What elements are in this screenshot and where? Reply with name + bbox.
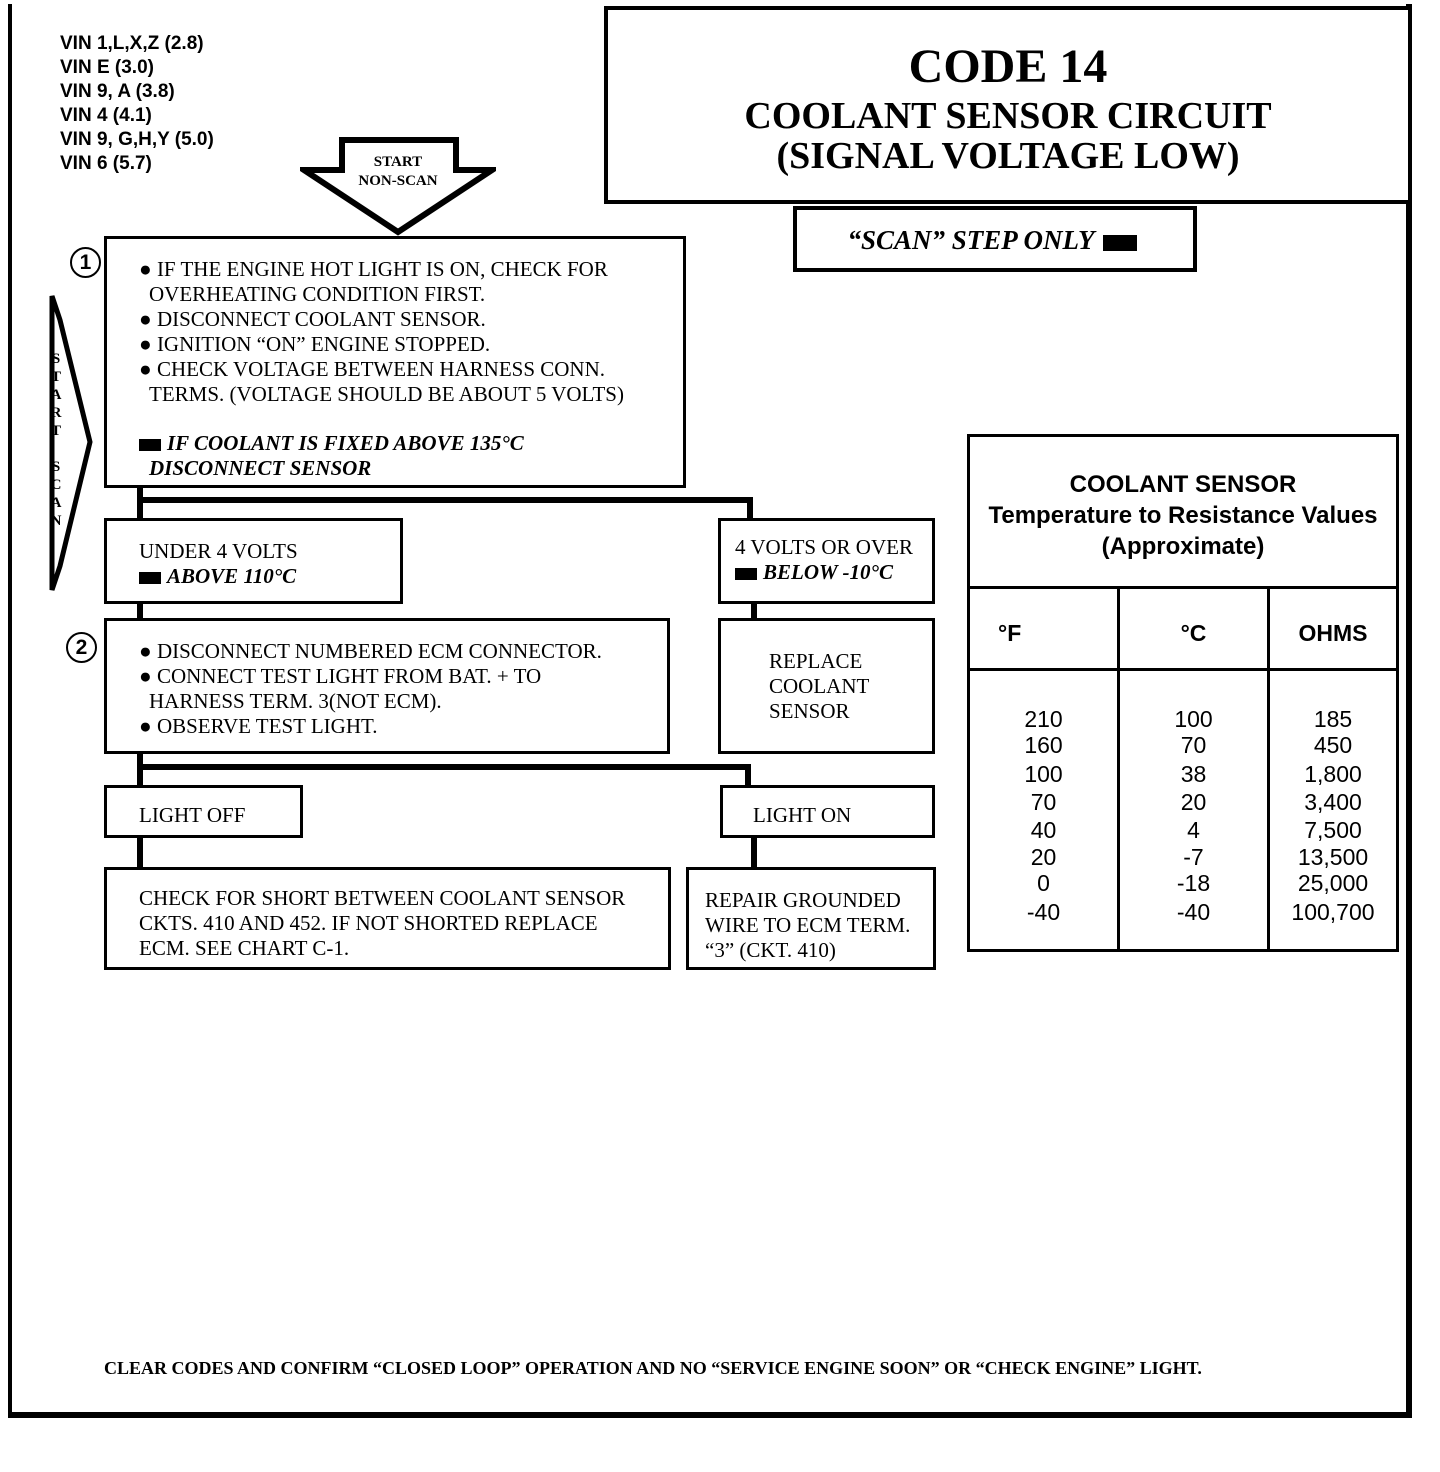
start-nonscan-line-1: START	[373, 154, 423, 170]
step-1-box	[104, 236, 686, 488]
start-scan-label	[46, 350, 66, 530]
vin-line: VIN 4 (4.1)	[60, 105, 152, 126]
replace-sensor-line: COOLANT	[769, 674, 870, 698]
connector	[751, 836, 757, 870]
scan-letter: N	[50, 513, 62, 529]
step-2-box	[104, 618, 670, 754]
title-box	[604, 6, 1412, 204]
vin-line: VIN 1,L,X,Z (2.8)	[60, 33, 204, 54]
scan-letter: C	[50, 477, 62, 493]
light-on-box	[720, 785, 935, 838]
light-on-label: LIGHT ON	[753, 803, 852, 827]
light-off-box	[104, 785, 303, 838]
scan-letter	[46, 440, 66, 458]
code-title: CODE 14	[908, 40, 1108, 93]
check-short-box	[104, 867, 671, 970]
repair-grounded-line: WIRE TO ECM TERM.	[705, 913, 911, 937]
cell-celsius: 100	[1174, 706, 1213, 732]
scan-marker-icon	[139, 572, 161, 584]
table-title: COOLANT SENSOR	[1069, 471, 1297, 498]
footer-instruction: CLEAR CODES AND CONFIRM “CLOSED LOOP” OPERATION AND NO “SERVICE ENGINE SOON” OR “CHECK ENGINE” LIGHT.	[104, 1358, 1202, 1378]
title-line-2: (SIGNAL VOLTAGE LOW)	[776, 135, 1240, 177]
cell-fahrenheit: 0	[1037, 870, 1050, 896]
step-2-bullet: ● CONNECT TEST LIGHT FROM BAT. + TO HARNESS TERM. 3(NOT ECM).	[139, 664, 542, 713]
vin-line: VIN E (3.0)	[60, 57, 154, 78]
over-4-volts-box	[718, 518, 935, 604]
cell-celsius: 70	[1180, 732, 1207, 758]
cell-fahrenheit: 100	[1024, 761, 1063, 787]
scan-step-only-box	[793, 206, 1197, 272]
col-header-fahrenheit: °F	[998, 620, 1022, 646]
scan-marker-icon	[735, 568, 757, 580]
scan-letter: T	[50, 369, 61, 385]
scan-letter: A	[50, 495, 62, 511]
cell-fahrenheit: 210	[1024, 706, 1063, 732]
scan-letter: S	[51, 351, 61, 367]
col-header-celsius: °C	[1180, 620, 1207, 646]
cell-ohms: 1,800	[1304, 761, 1362, 787]
step-1-scan-note: IF COOLANT IS FIXED ABOVE 135°C DISCONNECT SENSOR	[139, 431, 683, 481]
cell-ohms: 13,500	[1297, 844, 1369, 870]
col-header-ohms: OHMS	[1298, 620, 1368, 646]
connector	[137, 764, 751, 770]
scan-marker-icon	[1103, 235, 1137, 251]
cell-ohms: 185	[1313, 706, 1353, 732]
cell-celsius: -7	[1183, 844, 1204, 870]
scan-letter: T	[50, 423, 61, 439]
over-4-volts-scan: BELOW -10°C	[735, 560, 932, 585]
vin-line: VIN 9, G,H,Y (5.0)	[60, 129, 214, 150]
vin-line: VIN 9, A (3.8)	[60, 81, 175, 102]
scan-letter: R	[50, 405, 62, 421]
table-note: (Approximate)	[1101, 533, 1265, 560]
cell-fahrenheit: 40	[1030, 817, 1057, 843]
scan-step-only-label: “SCAN” STEP ONLY	[847, 225, 1095, 255]
step-2-number: 2	[66, 632, 97, 663]
check-short-line: ECM. SEE CHART C-1.	[139, 936, 350, 960]
title-line-1: COOLANT SENSOR CIRCUIT	[744, 95, 1272, 137]
table-subtitle: Temperature to Resistance Values	[988, 502, 1378, 529]
replace-sensor-box	[718, 618, 935, 754]
check-short-line: CKTS. 410 AND 452. IF NOT SHORTED REPLACE	[139, 911, 598, 935]
cell-ohms: 3,400	[1304, 789, 1362, 815]
connector	[137, 497, 753, 503]
cell-fahrenheit: 70	[1030, 789, 1057, 815]
start-nonscan-label	[340, 153, 456, 191]
coolant-sensor-table	[967, 434, 1399, 952]
connector	[137, 752, 143, 788]
cell-celsius: -40	[1176, 899, 1211, 925]
connector	[137, 836, 143, 870]
cell-celsius: 38	[1180, 761, 1207, 787]
under-4-volts-label: UNDER 4 VOLTS	[139, 539, 298, 563]
step-1-bullet: ● DISCONNECT COOLANT SENSOR.	[139, 307, 486, 331]
scan-marker-icon	[139, 439, 161, 451]
cell-celsius: 20	[1180, 789, 1207, 815]
under-4-volts-box	[104, 518, 403, 604]
step-1-bullet: ● IGNITION “ON” ENGINE STOPPED.	[139, 332, 491, 356]
over-4-volts-label: 4 VOLTS OR OVER	[735, 535, 913, 559]
table-divider	[970, 586, 1396, 589]
light-off-label: LIGHT OFF	[139, 803, 246, 827]
cell-celsius: 4	[1187, 817, 1200, 843]
step-1-number: 1	[70, 247, 101, 278]
cell-celsius: -18	[1176, 870, 1211, 896]
start-nonscan-line-2: NON-SCAN	[358, 173, 438, 189]
step-1-bullet: ● CHECK VOLTAGE BETWEEN HARNESS CONN. TERMS. (VOLTAGE SHOULD BE ABOUT 5 VOLTS)	[139, 357, 624, 406]
repair-grounded-line: REPAIR GROUNDED	[705, 888, 901, 912]
vin-line: VIN 6 (5.7)	[60, 153, 152, 174]
connector	[137, 487, 143, 521]
cell-fahrenheit: -40	[1026, 899, 1061, 925]
repair-grounded-line: “3” (CKT. 410)	[705, 938, 836, 962]
replace-sensor-line: SENSOR	[769, 699, 850, 723]
step-1-bullet: ● IF THE ENGINE HOT LIGHT IS ON, CHECK FOR OVERHEATING CONDITION FIRST.	[139, 257, 608, 306]
table-divider	[970, 668, 1396, 671]
cell-ohms: 450	[1313, 732, 1353, 758]
cell-ohms: 100,700	[1291, 899, 1375, 925]
under-4-volts-scan: ABOVE 110°C	[139, 564, 400, 589]
cell-fahrenheit: 20	[1030, 844, 1057, 870]
scan-letter: A	[50, 387, 62, 403]
check-short-line: CHECK FOR SHORT BETWEEN COOLANT SENSOR	[139, 886, 626, 910]
step-2-bullet: ● OBSERVE TEST LIGHT.	[139, 714, 378, 738]
scan-letter: S	[51, 459, 61, 475]
cell-ohms: 7,500	[1304, 817, 1362, 843]
cell-ohms: 25,000	[1297, 870, 1369, 896]
repair-grounded-box	[686, 867, 936, 970]
step-2-bullet: ● DISCONNECT NUMBERED ECM CONNECTOR.	[139, 639, 602, 663]
table-header	[970, 437, 1396, 587]
replace-sensor-line: REPLACE	[769, 649, 863, 673]
cell-fahrenheit: 160	[1024, 732, 1063, 758]
